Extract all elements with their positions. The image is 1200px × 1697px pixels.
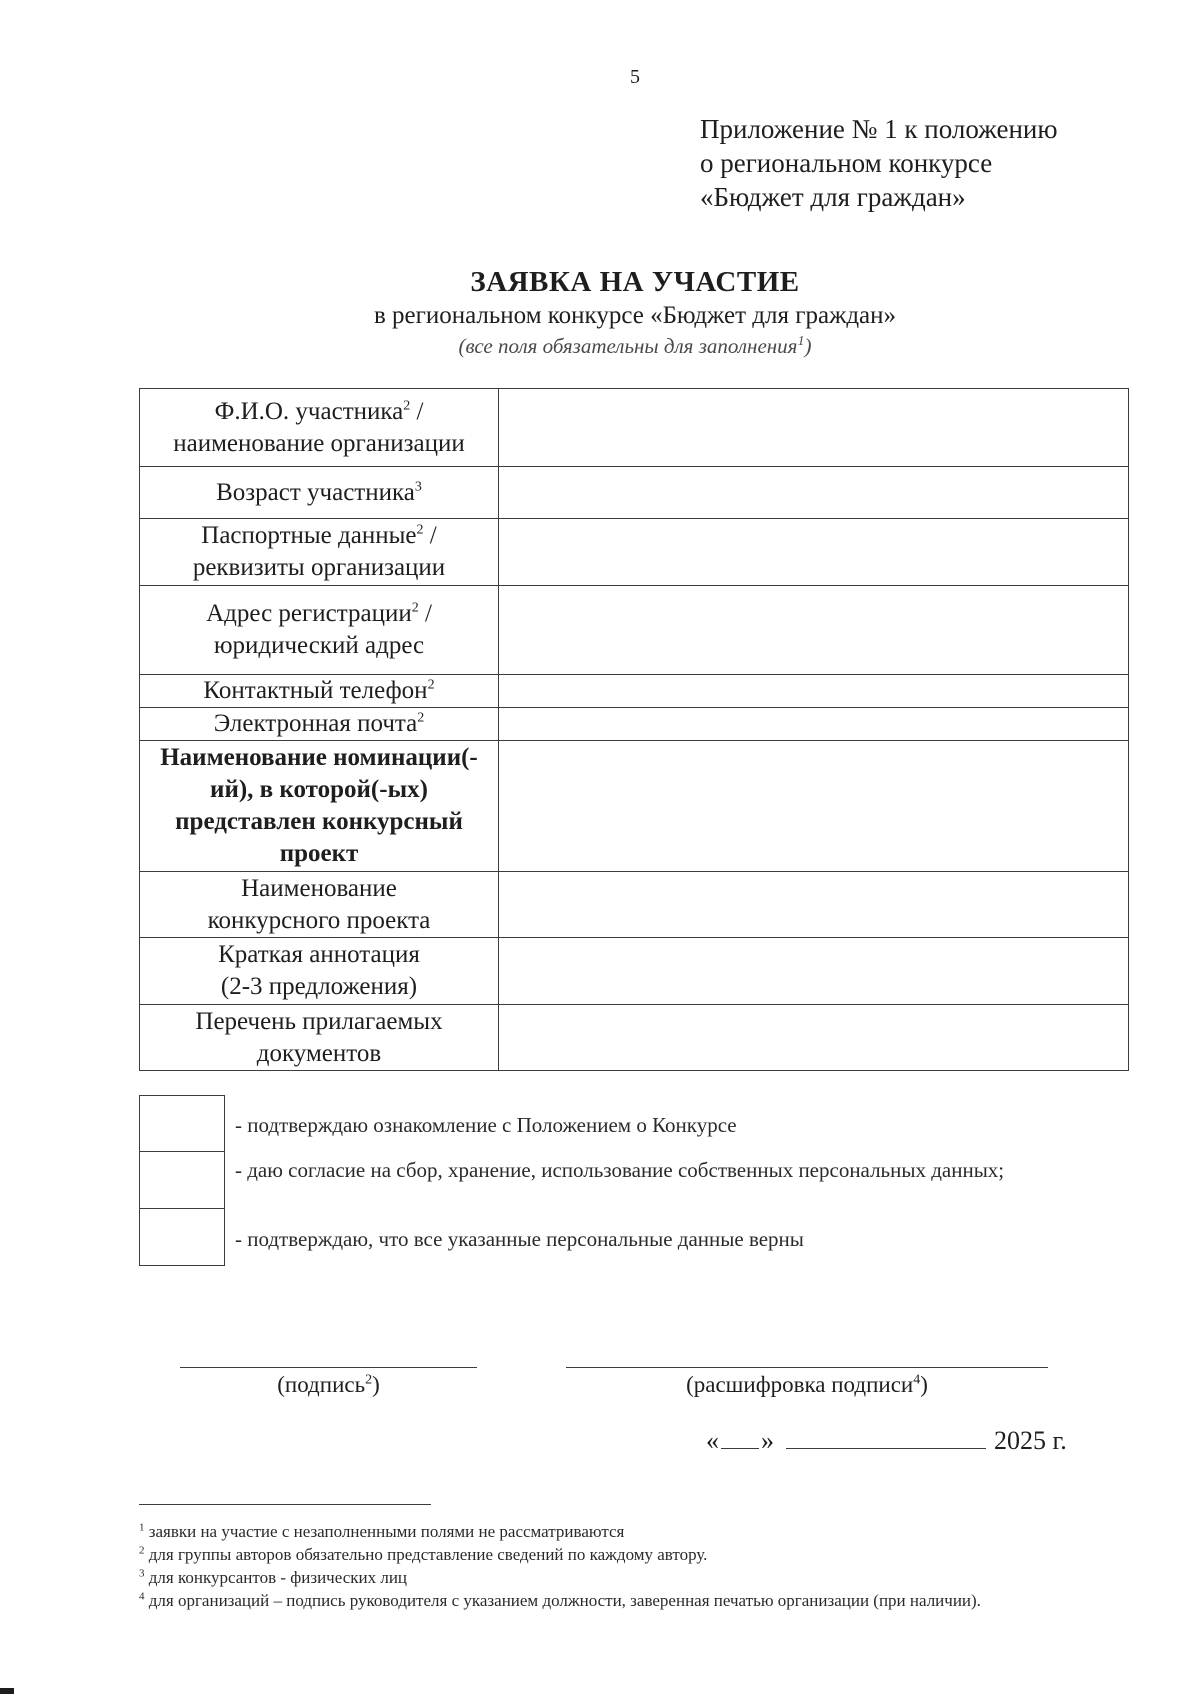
checkbox-regulations[interactable] (139, 1095, 225, 1152)
date-day-blank[interactable] (721, 1428, 759, 1449)
page-number: 5 (630, 66, 640, 88)
signature-decode-caption: (расшифровка подписи$^4$) (686, 1372, 928, 1397)
required-fields-note (0, 334, 1200, 359)
form-row-phone (140, 675, 1129, 708)
consent-text-personal-data: - даю согласие на сбор, хранение, использование собственных персональных данных; (235, 1158, 1005, 1182)
checkbox-personal-data[interactable] (139, 1152, 225, 1209)
date-close-quote: » (761, 1426, 774, 1455)
form-label-phone: Контактный телефон$^2$ (140, 675, 499, 708)
document-title: ЗАЯВКА НА УЧАСТИЕ (470, 266, 800, 298)
checkbox-data-correct[interactable] (139, 1209, 225, 1266)
consent-text-regulations: - подтверждаю ознакомление с Положением о Конкурсе (235, 1113, 737, 1137)
consent-row-personal-data (139, 1152, 1139, 1209)
form-label-annotation: Краткая аннотация (2-3 предложения) (140, 938, 499, 1005)
signature-line[interactable] (180, 1367, 477, 1368)
footnote-separator (139, 1504, 431, 1505)
form-label-nomination: Наименование номинации(-ий), в которой(-ых) представлен конкурсный проект (140, 741, 499, 872)
form-field-email[interactable] (499, 708, 1129, 741)
consent-text-data-correct: - подтверждаю, что все указанные персональные данные верны (235, 1227, 804, 1251)
form-row-email (140, 708, 1129, 741)
consent-row-data-correct (139, 1209, 1139, 1266)
note-footnote-ref: 1 (797, 334, 805, 349)
consent-checkboxes (139, 1095, 1139, 1266)
form-field-documents[interactable] (499, 1005, 1129, 1071)
form-field-nomination[interactable] (499, 741, 1129, 872)
form-label-documents: Перечень прилагаемых документов (140, 1005, 499, 1071)
form-row-passport (140, 519, 1129, 586)
form-field-name[interactable] (499, 389, 1129, 467)
date-line (706, 1426, 1067, 1456)
appendix-line-1: Приложение № 1 к положению (700, 114, 1058, 144)
footnote-3: $^3$ для конкурсантов - физических лиц (139, 1567, 408, 1587)
signature-caption: (подпись$^2$) (277, 1372, 380, 1397)
date-open-quote: « (706, 1426, 719, 1455)
form-row-nomination (140, 741, 1129, 872)
form-row-annotation (140, 938, 1129, 1005)
application-form-table (139, 388, 1129, 1071)
form-row-address (140, 586, 1129, 675)
form-label-email: Электронная почта$^2$ (140, 708, 499, 741)
form-row-project-name (140, 872, 1129, 938)
form-row-name (140, 389, 1129, 467)
form-field-address[interactable] (499, 586, 1129, 675)
consent-row-regulations (139, 1095, 1139, 1152)
form-row-documents (140, 1005, 1129, 1071)
note-text: (все поля обязательны для заполнения (458, 334, 798, 358)
document-subtitle: в региональном конкурсе «Бюджет для граждан» (373, 302, 897, 329)
date-year: 2025 г. (994, 1426, 1067, 1455)
appendix-header (700, 112, 1160, 214)
form-label-age: Возраст участника$^3$ (140, 467, 499, 519)
footnotes (139, 1520, 1127, 1612)
form-field-age[interactable] (499, 467, 1129, 519)
signature-decode-line[interactable] (566, 1367, 1048, 1368)
form-label-passport: Паспортные данные$^2$ / реквизиты организации (140, 519, 499, 586)
form-label-address: Адрес регистрации$^2$ / юридический адрес (140, 586, 499, 675)
form-field-phone[interactable] (499, 675, 1129, 708)
form-row-age (140, 467, 1129, 519)
form-field-project-name[interactable] (499, 872, 1129, 938)
note-close: ) (804, 334, 812, 358)
scan-edge-mark (0, 1688, 14, 1694)
appendix-line-2: о региональном конкурсе (700, 148, 993, 178)
date-month-blank[interactable] (786, 1428, 986, 1449)
footnote-1: $^1$ заявки на участие с незаполненными полями не рассматриваются (139, 1521, 625, 1541)
footnote-4: $^4$ для организаций – подпись руководителя с указанием должности, заверенная печатью организации (при наличии). (139, 1590, 981, 1610)
footnote-2: $^2$ для группы авторов обязательно представление сведений по каждому автору. (139, 1544, 708, 1564)
form-field-annotation[interactable] (499, 938, 1129, 1005)
form-label-project-name: Наименование конкурсного проекта (140, 872, 499, 938)
appendix-line-3: «Бюджет для граждан» (700, 182, 966, 212)
form-label-name: Ф.И.О. участника$^2$ / наименование организации (140, 389, 499, 467)
form-field-passport[interactable] (499, 519, 1129, 586)
